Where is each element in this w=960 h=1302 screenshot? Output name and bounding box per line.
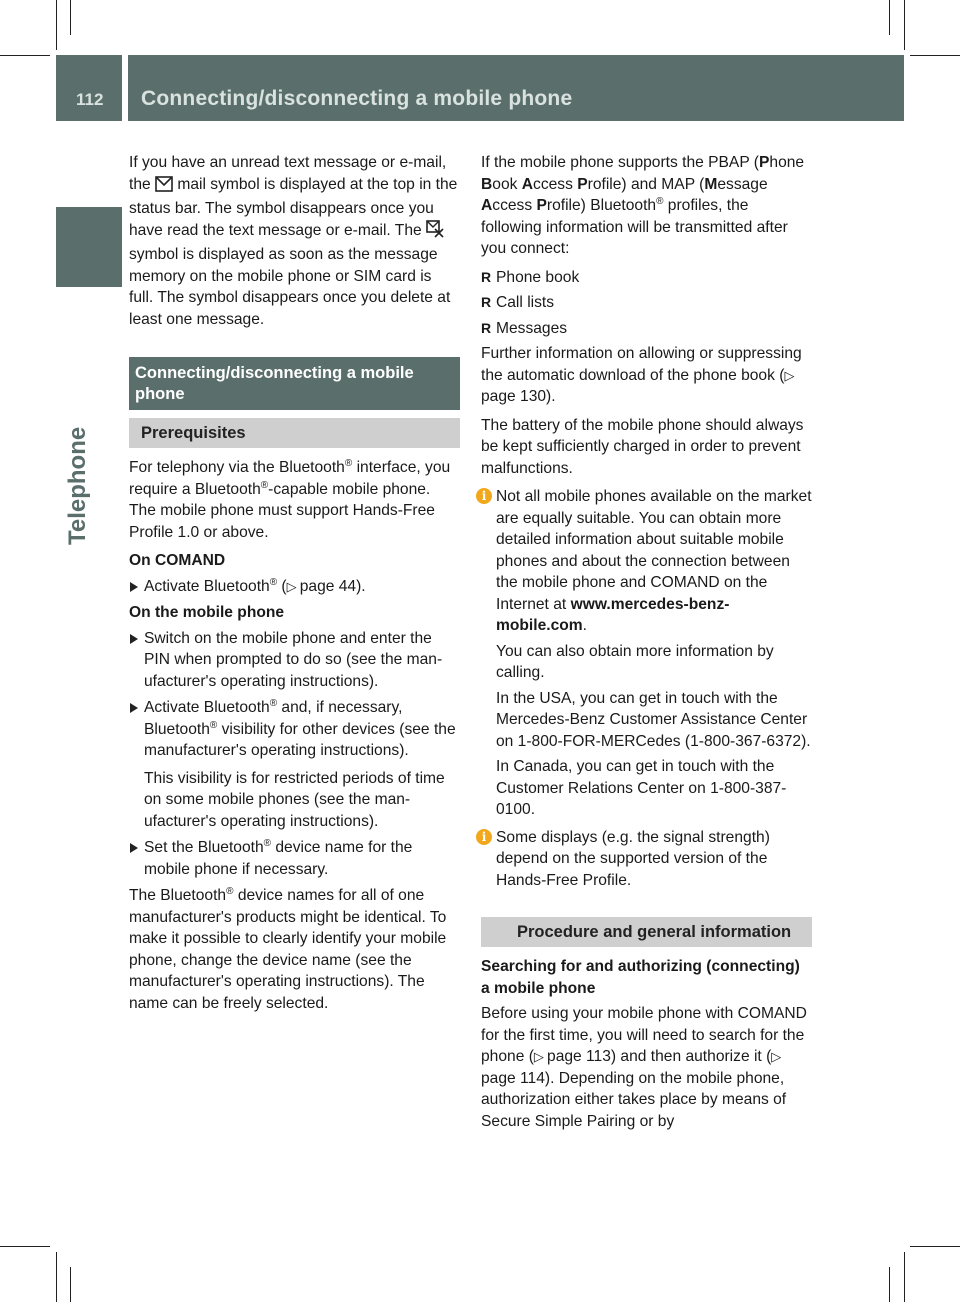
info-icon: i — [476, 829, 492, 845]
on-mobile-heading: On the mobile phone — [129, 604, 285, 621]
crop-mark — [0, 55, 50, 56]
prerequisites-paragraph: For telephony via the Bluetooth® interface, you require a Bluetooth®-capable mobile phone. The mobile phone must support Hands-Free Profile 1.0 or above. — [129, 457, 451, 541]
spacer — [481, 897, 812, 917]
right-column — [481, 152, 812, 1139]
website-link[interactable]: www.mercedes-benz-mobile.com — [496, 595, 730, 634]
page-number: 112 — [76, 90, 104, 109]
page-ref-arrow-icon: ▷ — [533, 1049, 544, 1064]
list-item: R Messages — [481, 318, 812, 340]
on-comand-heading: On COMAND — [129, 552, 226, 569]
crop-mark — [910, 55, 960, 56]
crop-mark — [910, 1246, 960, 1247]
bullet-icon: R — [481, 319, 492, 336]
searching-paragraph: Before using your mobile phone with COMAND for the first time, you will need to search for the phone (▷ page 113) and then authorize it (▷ page 114). Depending on the mobile phone, authorization either takes place by means of Secure Simple Pairing or by — [481, 1005, 807, 1130]
page-title: Connecting/disconnecting a mobile phone — [141, 87, 573, 110]
crop-mark — [70, 1267, 71, 1302]
info-icon: i — [476, 488, 492, 504]
crop-mark — [70, 0, 71, 35]
step-arrow-icon — [130, 634, 138, 644]
step-arrow-icon — [130, 582, 138, 592]
left-column — [129, 152, 460, 1021]
list-item: R Phone book — [481, 267, 812, 289]
page-reference-link[interactable]: page 130 — [481, 388, 547, 405]
step-arrow-icon — [130, 703, 138, 713]
page-ref-arrow-icon: ▷ — [286, 578, 297, 594]
page-reference-link[interactable]: page 114 — [481, 1069, 545, 1087]
crop-mark — [904, 0, 905, 50]
visibility-note: This visibility is for restricted periods of time on some mobile phones (see the manufacturer's operating instructions). — [144, 769, 445, 830]
info-note-compatibility: i Not all mobile phones available on the market are equally suitable. You can obtain more detailed information about suitable mobile phones and about the connection between the mobile phone and COMAND on the Internet at www.mercedes-benz-mobile.com. You can also obtain more information by calling. In the USA, you can get in touch with the Mercedes-Benz Customer Assistance Center on 1-800-FOR-MERCedes (1-800-367-6372). In Canada, you can get in touch with the Customer Relations Center on 1-800-387-0100. — [481, 486, 812, 821]
chapter-label: Telephone — [64, 426, 91, 545]
subsection-heading-prerequisites: Prerequisites — [129, 418, 460, 448]
step-switch-on-phone: Switch on the mobile phone and enter the PIN when prompted to do so (see the manufacturer's operating instructions). — [129, 628, 460, 693]
crop-mark — [904, 1252, 905, 1302]
step-activate-bluetooth-comand: Activate Bluetooth® (▷ page 44). — [129, 576, 460, 598]
crop-mark — [889, 0, 890, 35]
mail-icon — [155, 176, 173, 199]
bullet-icon: R — [481, 268, 492, 285]
crop-mark — [0, 1246, 50, 1247]
info-note-displays: i Some displays (e.g. the signal strength) depend on the supported version of the Hands-Free Profile. — [481, 827, 812, 892]
list-item: R Call lists — [481, 292, 812, 314]
memory-full-icon — [426, 220, 444, 245]
header-divider — [122, 55, 128, 121]
page-ref-arrow-icon: ▷ — [771, 1049, 782, 1064]
bullet-icon: R — [481, 294, 492, 310]
intro-paragraph: If you have an unread text message or e-mail, the mail symbol is displayed at the top in the status bar. The symbol disappears once you have read the text message or e-mail. The symbol is displayed as soon as the message memory on the mobile phone or SIM card is full. The symbol disappears once you delete at least one message. — [129, 154, 458, 328]
step-activate-bluetooth-phone: Activate Bluetooth® and, if necessary, Bluetooth® visibility for other devices (see the manufacturer's operating instructions). This visibility is for restricted periods of time on some mobile phones (see the manufacturer's operating instructions). — [129, 697, 460, 832]
subsection-heading-procedure: Procedure and general information — [481, 917, 812, 947]
section-heading: Connecting/disconnecting a mobile phone — [129, 357, 460, 410]
chapter-tab — [56, 207, 122, 287]
searching-heading: Searching for and authorizing (connecting) a mobile phone — [481, 958, 800, 997]
pbap-paragraph: If the mobile phone supports the PBAP (Phone Book Access Profile) and MAP (Message Access Profile) Bluetooth® profiles, the following information will be transmitted after you connect: — [481, 154, 805, 257]
crop-mark — [56, 0, 57, 50]
spacer — [129, 337, 460, 357]
step-set-device-name: Set the Bluetooth® device name for the mobile phone if necessary. — [129, 837, 460, 880]
crop-mark — [889, 1267, 890, 1302]
page-reference-link[interactable]: page 113 — [547, 1048, 611, 1065]
page-reference-link[interactable]: page 44 — [299, 577, 357, 595]
crop-mark — [56, 1252, 57, 1302]
device-name-paragraph: The Bluetooth® device names for all of one manufacturer's products might be identical. To make it possible to clearly identify your mobile phone, change the device name (see the manufacturer's operating instructions). The name can be freely selected. — [129, 885, 447, 1012]
further-info-paragraph: Further information on allowing or suppressing the automatic download of the phone book (▷ page 130). — [481, 345, 802, 405]
page-ref-arrow-icon: ▷ — [784, 367, 795, 383]
step-arrow-icon — [130, 843, 138, 853]
battery-paragraph: The battery of the mobile phone should always be kept sufficiently charged in order to prevent malfunctions. — [481, 416, 804, 477]
